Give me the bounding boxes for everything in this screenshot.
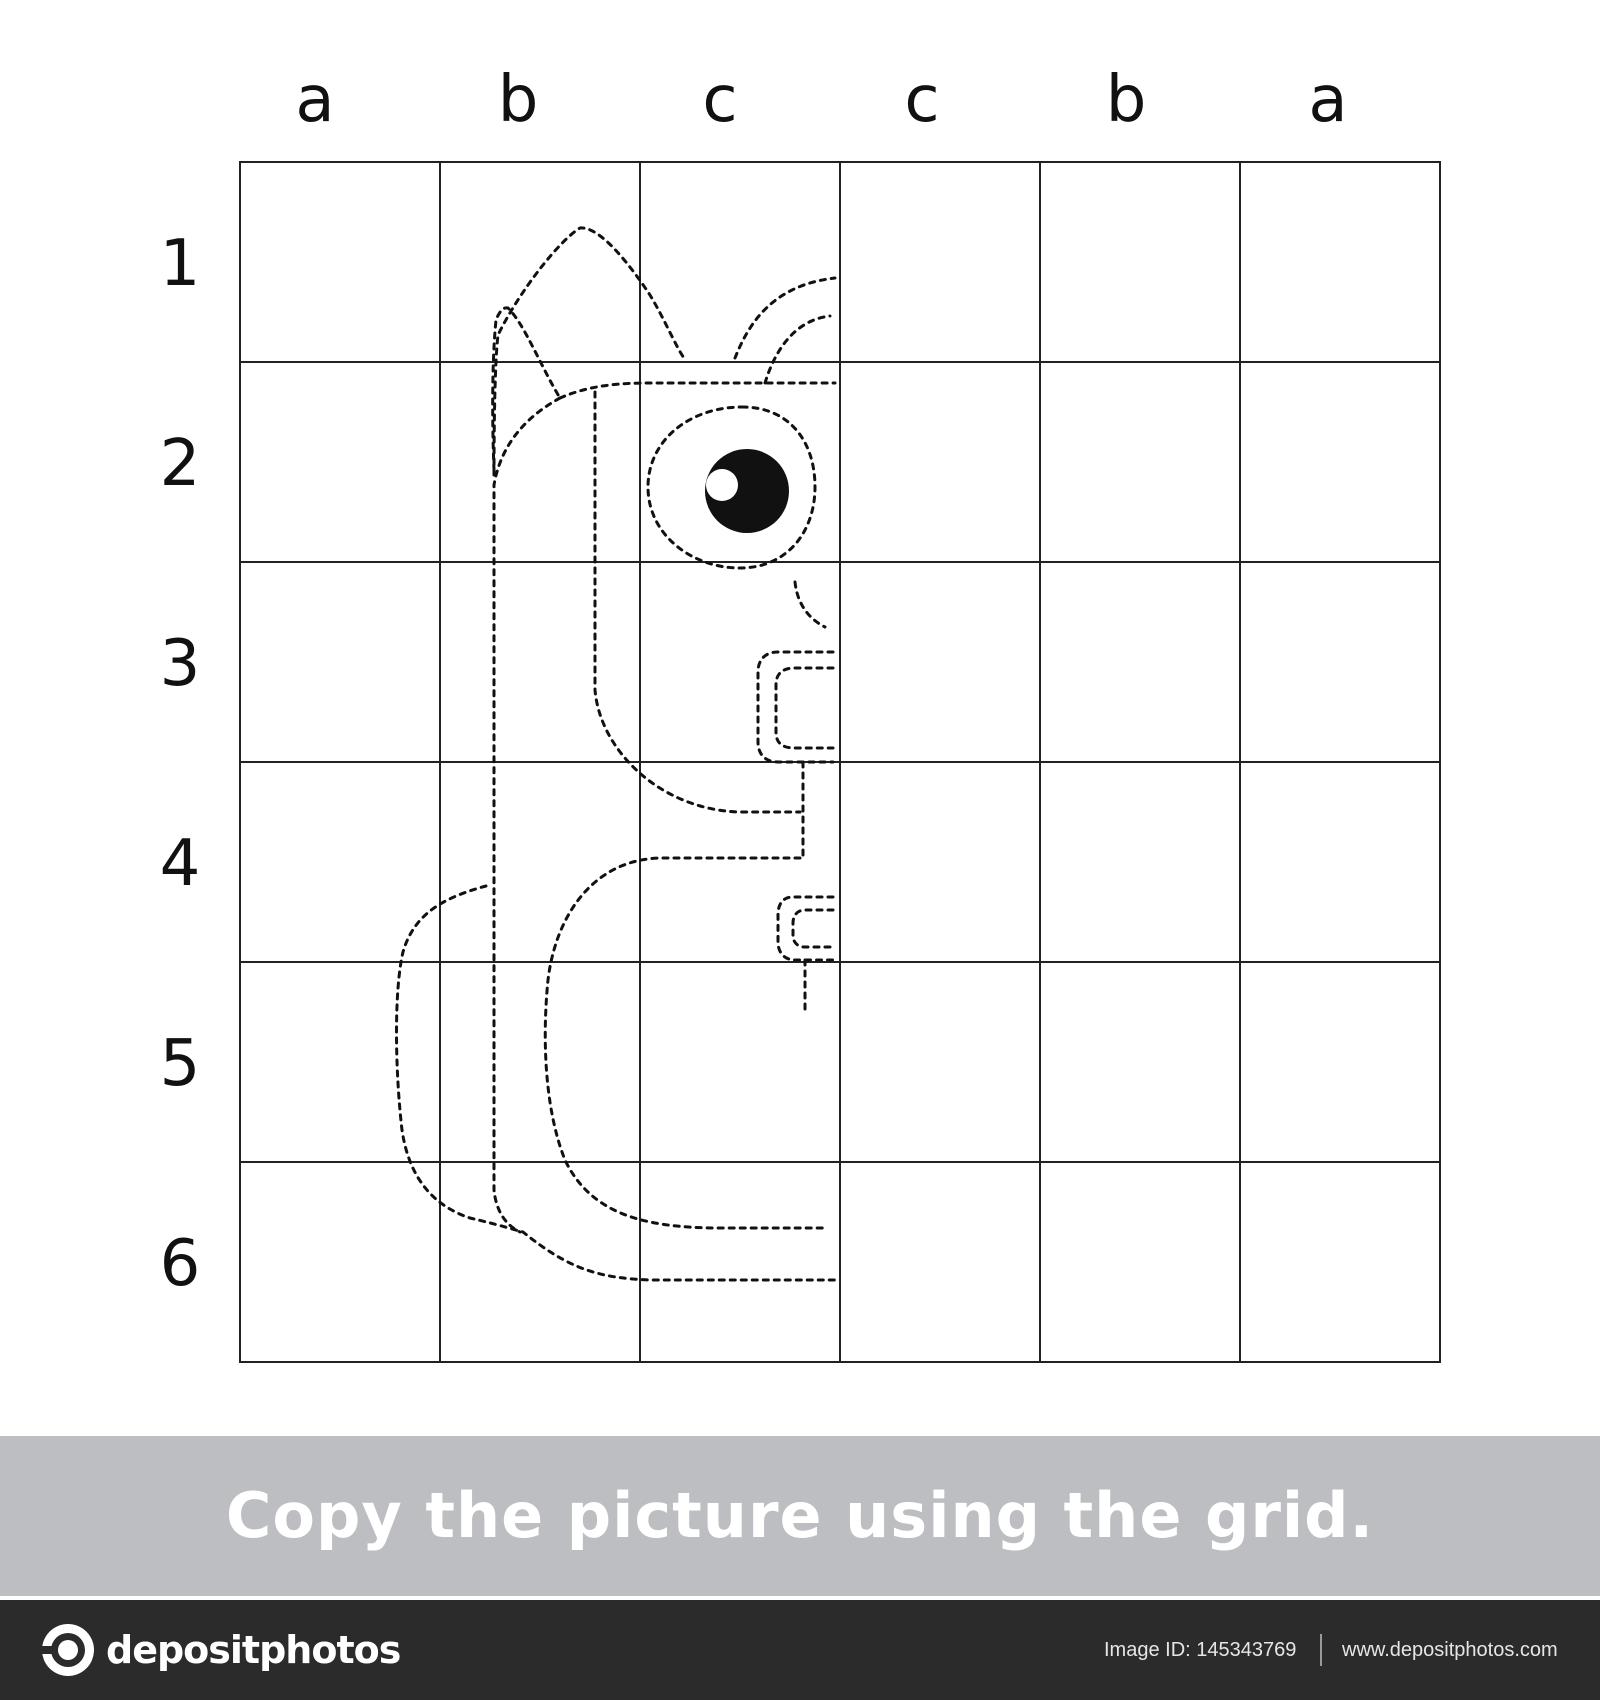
body-outline — [545, 858, 825, 1228]
column-label-a-right: a — [1308, 63, 1348, 137]
column-label-b-left: b — [497, 63, 539, 137]
tail-outline — [397, 886, 836, 1280]
dotted-half-picture — [397, 228, 836, 1280]
column-label-a-left: a — [295, 63, 335, 137]
row-label-5: 5 — [159, 1027, 201, 1101]
row-label-3: 3 — [159, 627, 201, 701]
image-id-text: Image ID: 145343769 — [1104, 1639, 1297, 1661]
row-label-4: 4 — [159, 827, 201, 901]
camera-logo-icon — [40, 1622, 96, 1678]
eye-pupil — [705, 449, 789, 533]
brand — [40, 1622, 400, 1678]
mouth-inner — [776, 668, 833, 748]
footer-bar — [0, 1600, 1600, 1700]
instruction-banner — [0, 1436, 1600, 1596]
column-label-c-left: c — [702, 63, 738, 137]
eye-highlight-icon — [706, 469, 738, 501]
footer-divider — [1320, 1634, 1322, 1666]
snout-line — [795, 582, 825, 627]
paw-inner — [793, 910, 833, 947]
row-label-2: 2 — [159, 427, 201, 501]
outer-ear-outline — [494, 228, 684, 475]
row-label-1: 1 — [159, 227, 201, 301]
right-ear-inner — [765, 316, 830, 383]
brand-name: depositphotos — [106, 1628, 401, 1672]
site-url-link[interactable]: www.depositphotos.com — [1342, 1639, 1558, 1661]
head-left-side — [494, 398, 560, 1232]
face-left-line — [595, 392, 800, 812]
column-label-c-right: c — [904, 63, 940, 137]
head-top-line — [560, 383, 835, 398]
paw-outer — [778, 897, 833, 960]
inner-ear-outline — [493, 308, 560, 470]
row-label-6: 6 — [159, 1227, 201, 1301]
column-label-b-right: b — [1105, 63, 1147, 137]
instruction-text: Copy the picture using the grid. — [225, 1479, 1375, 1552]
